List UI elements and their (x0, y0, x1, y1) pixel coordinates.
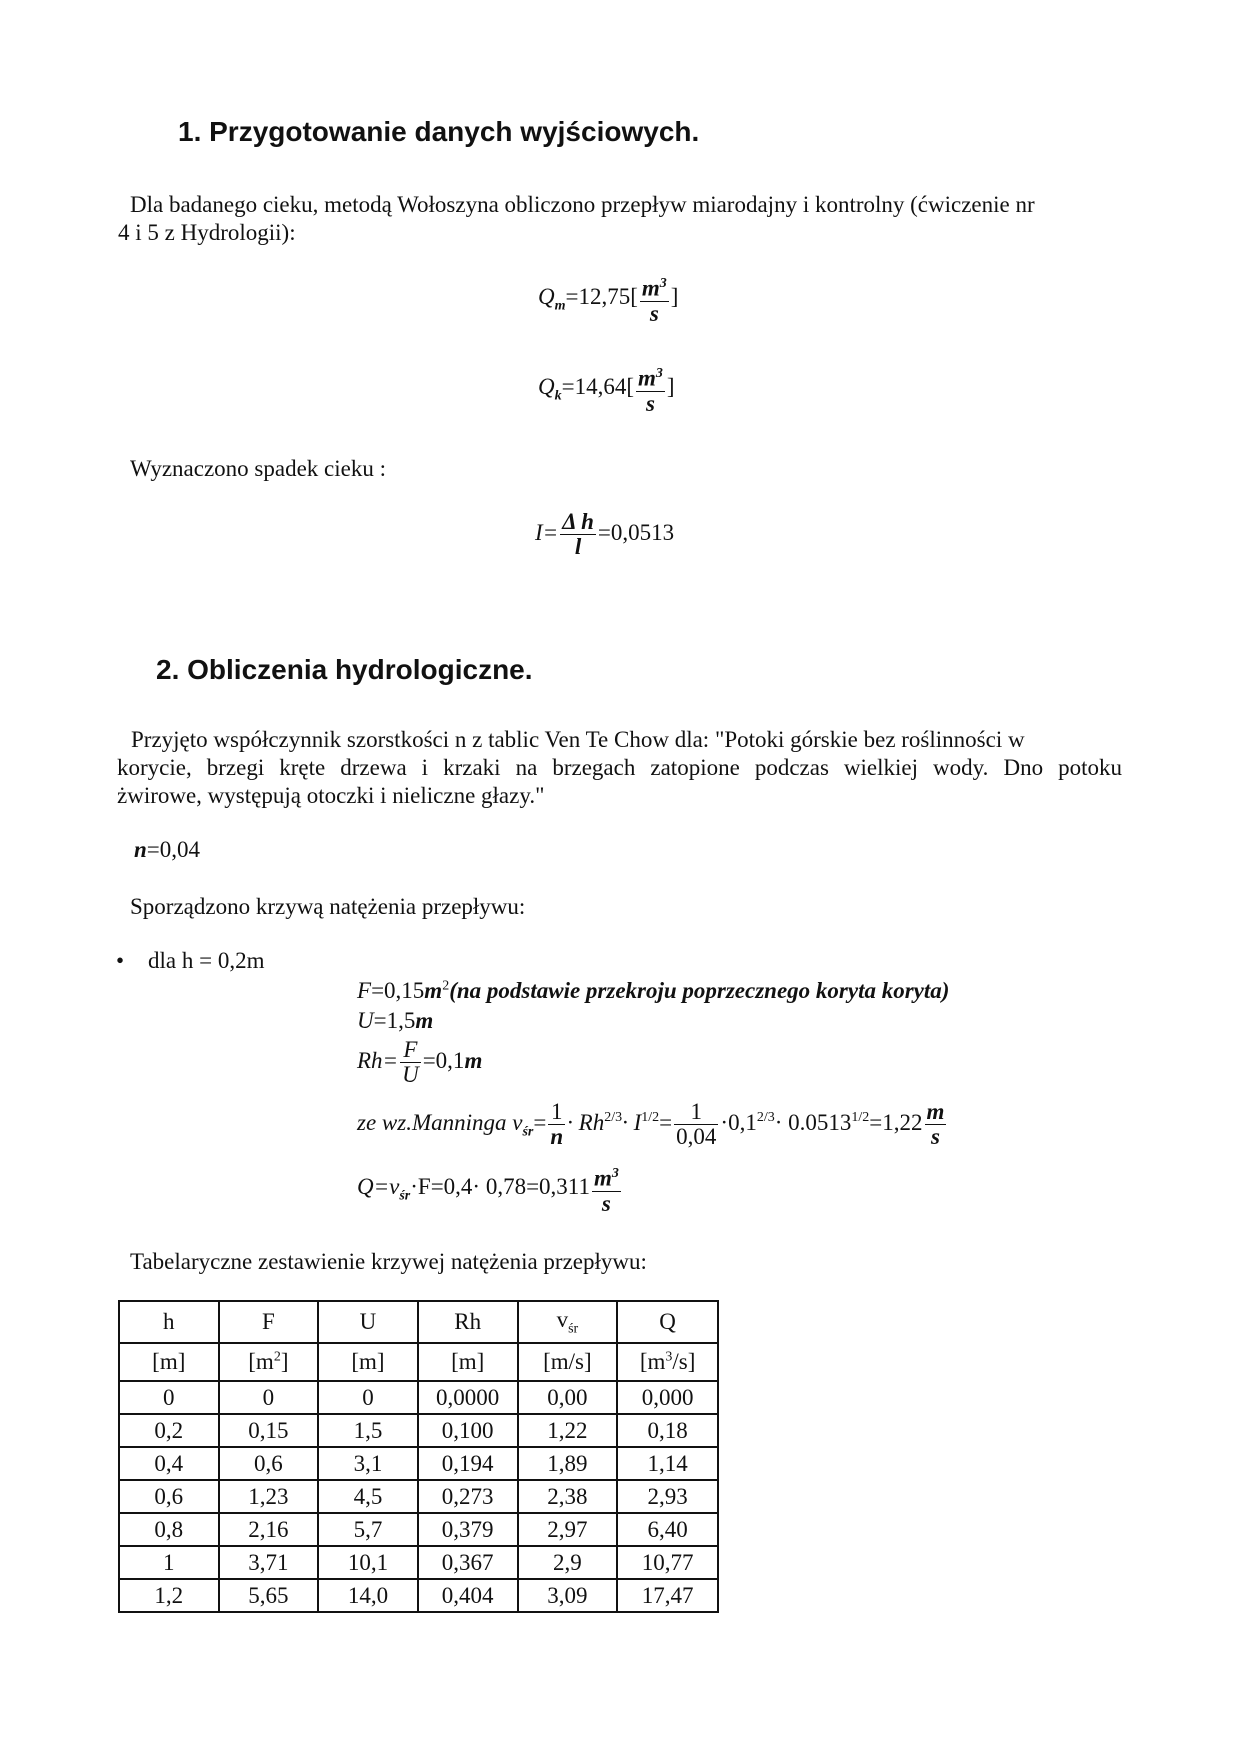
slope-lhs: I= (535, 519, 559, 545)
q-unit-fraction (592, 1162, 621, 1216)
equation-f (357, 978, 949, 1004)
q-sub: śr (399, 1188, 411, 1204)
v-mid-sup: 2/3 (756, 1110, 775, 1126)
table-cell: 0,00 (518, 1381, 618, 1414)
f-note: (na podstawie przekroju poprzecznego koryta koryta) (449, 978, 950, 1003)
qk-sub: k (554, 388, 562, 404)
table-cell: 0,2 (119, 1414, 219, 1447)
u-unit: m (415, 1008, 434, 1033)
v-sub: śr (522, 1124, 534, 1140)
v-eq: = (533, 1109, 547, 1135)
qk-symbol: Q (538, 374, 555, 400)
q-unit-den: s (601, 1190, 611, 1216)
v-eq2: = (659, 1109, 673, 1135)
header-u: U (318, 1301, 418, 1343)
rh-unit: m (464, 1047, 483, 1073)
table-cell: 0,367 (418, 1546, 518, 1579)
header-v-sub: śr (568, 1321, 579, 1337)
unit-f-close: ] (280, 1349, 289, 1374)
qk-unit-num: m (638, 365, 656, 391)
table-cell: 2,38 (518, 1480, 618, 1513)
table-row (119, 1513, 718, 1546)
v-mid: ·0,1 (720, 1109, 757, 1135)
qk-unit-den: s (645, 390, 655, 416)
unit-q-sup: 3 (665, 1349, 673, 1365)
table-cell: 17,47 (617, 1579, 718, 1612)
v-f2-num: 1 (674, 1100, 718, 1125)
table-cell: 6,40 (617, 1513, 718, 1546)
table-cell: 2,16 (219, 1513, 319, 1546)
table-cell: 0,6 (119, 1480, 219, 1513)
table-cell: 0,194 (418, 1447, 518, 1480)
flow-table (118, 1300, 719, 1613)
s2-line-3: żwirowe, występują otoczki i nieliczne głazy." (117, 783, 545, 808)
v-fraction-1 (548, 1100, 565, 1149)
header-v (518, 1301, 618, 1343)
v-unit-den: s (930, 1124, 940, 1149)
table-cell: 0,404 (418, 1579, 518, 1612)
curve-text: Sporządzono krzywą natężenia przepływu: (130, 894, 526, 919)
s2-line-1: Przyjęto współczynnik szorstkości n z tablic Ven Te Chow dla: "Potoki górskie bez roślinności w (131, 727, 1025, 752)
table-units-row (119, 1343, 718, 1381)
v-rh: · Rh (567, 1109, 605, 1135)
n-value: =0,04 (146, 837, 201, 862)
intro-line-1: Dla badanego cieku, metodą Wołoszyna obliczono przepływ miarodajny i kontrolny (ćwiczenie nr (130, 192, 1035, 217)
bullet-icon: • (116, 948, 125, 973)
slope-text: Wyznaczono spadek cieku : (130, 456, 386, 481)
rh-value: =0,1 (422, 1047, 465, 1073)
equation-q (357, 1162, 623, 1216)
table-cell: 3,71 (219, 1546, 319, 1579)
f-value: =0,15 (371, 978, 425, 1003)
unit-v: [m/s] (518, 1343, 618, 1381)
table-row (119, 1546, 718, 1579)
header-v-label: v (556, 1306, 569, 1332)
table-cell: 10,77 (617, 1546, 718, 1579)
slope-den: l (574, 534, 582, 559)
table-cell: 1,5 (318, 1414, 418, 1447)
header-q: Q (617, 1301, 718, 1343)
table-cell: 0,100 (418, 1414, 518, 1447)
slope-num: Δ h (562, 509, 594, 534)
v-mid2-sup: 1/2 (851, 1110, 870, 1126)
v-rh-sup: 2/3 (604, 1110, 623, 1126)
v-prefix: ze wz.Manninga v (357, 1109, 523, 1135)
slope-fraction (560, 510, 596, 559)
q-rest: ·F=0,4· 0,78=0,311 (410, 1174, 590, 1200)
equation-qm (538, 272, 678, 326)
unit-q-close: /s] (672, 1349, 696, 1374)
v-f2-den: 0,04 (676, 1124, 717, 1149)
equation-qk (538, 362, 675, 416)
equation-n (134, 837, 200, 863)
qm-unit-num: m (641, 275, 660, 301)
unit-rh: [m] (418, 1343, 518, 1381)
u-lhs: U (357, 1008, 374, 1033)
f-lhs: F (357, 978, 372, 1003)
v-i-sup: 1/2 (641, 1110, 660, 1126)
unit-f-label: [m (248, 1349, 274, 1374)
unit-f (219, 1343, 319, 1381)
qm-unit-fraction (640, 272, 669, 326)
equation-rh (357, 1038, 482, 1087)
equation-manning (357, 1100, 948, 1149)
unit-q-label: [m (639, 1349, 666, 1374)
table-cell: 5,7 (318, 1513, 418, 1546)
equation-slope (535, 510, 674, 559)
table-cell: 0,273 (418, 1480, 518, 1513)
table-cell: 0,4 (119, 1447, 219, 1480)
qk-value: =14,64[ (561, 374, 635, 400)
q-unit-num: m (593, 1165, 612, 1191)
v-fraction-2 (674, 1100, 718, 1149)
table-caption: Tabelaryczne zestawienie krzywej natężenia przepływu: (130, 1249, 647, 1274)
rh-den: U (402, 1062, 419, 1087)
unit-h: [m] (119, 1343, 219, 1381)
table-cell: 0 (219, 1381, 319, 1414)
section1-intro (118, 191, 1120, 247)
table-cell: 0,15 (219, 1414, 319, 1447)
v-result: =1,22 (869, 1109, 923, 1135)
bullet-text: dla h = 0,2m (148, 948, 265, 973)
v-i: · I (622, 1109, 642, 1135)
table-cell: 1,14 (617, 1447, 718, 1480)
table-cell: 0,0000 (418, 1381, 518, 1414)
qm-unit-sup: 3 (659, 276, 667, 291)
v-f1-num: 1 (548, 1100, 565, 1125)
table-row (119, 1381, 718, 1414)
header-rh: Rh (418, 1301, 518, 1343)
qm-value: =12,75[ (565, 284, 638, 310)
rh-num: F (400, 1038, 421, 1063)
v-f1-den: n (550, 1124, 564, 1149)
unit-f-sup: 2 (273, 1349, 281, 1365)
section2-title: 2. Obliczenia hydrologiczne. (156, 654, 533, 685)
table-cell: 0,8 (119, 1513, 219, 1546)
table-cell: 5,65 (219, 1579, 319, 1612)
header-h: h (119, 1301, 219, 1343)
v-unit-fraction (925, 1100, 947, 1149)
table-row (119, 1414, 718, 1447)
s2-line-2: korycie, brzegi kręte drzewa i krzaki na brzegach zatopione podczas wielkiej wody. Dno potoku (117, 755, 1122, 780)
table-cell: 0,6 (219, 1447, 319, 1480)
table-row (119, 1579, 718, 1612)
qk-bracket: ] (666, 374, 675, 400)
table-cell: 0 (318, 1381, 418, 1414)
equation-u (357, 1008, 433, 1034)
qk-unit-fraction (636, 362, 665, 416)
table-cell: 0,000 (617, 1381, 718, 1414)
table-row (119, 1447, 718, 1480)
table-cell: 1,22 (518, 1414, 618, 1447)
table-cell: 3,09 (518, 1579, 618, 1612)
q-lhs: Q=v (357, 1174, 400, 1200)
table-cell: 14,0 (318, 1579, 418, 1612)
table-cell: 4,5 (318, 1480, 418, 1513)
v-mid2: · 0.0513 (774, 1109, 852, 1135)
f-sup: 2 (442, 978, 450, 994)
qm-symbol: Q (538, 284, 555, 310)
section1-title: 1. Przygotowanie danych wyjściowych. (178, 116, 700, 147)
table-cell: 10,1 (318, 1546, 418, 1579)
table-header-row (119, 1301, 718, 1343)
v-unit-num: m (926, 1099, 945, 1124)
f-unit: m (424, 978, 443, 1003)
header-f: F (219, 1301, 319, 1343)
n-symbol: n (134, 837, 147, 862)
table-cell: 2,97 (518, 1513, 618, 1546)
unit-u: [m] (318, 1343, 418, 1381)
table-cell: 1,2 (119, 1579, 219, 1612)
table-cell: 0,18 (617, 1414, 718, 1447)
table-cell: 1,89 (518, 1447, 618, 1480)
bullet-item (116, 947, 264, 975)
table-row (119, 1480, 718, 1513)
qm-bracket: ] (670, 284, 679, 310)
table-cell: 3,1 (318, 1447, 418, 1480)
table-cell: 1 (119, 1546, 219, 1579)
table-cell: 2,9 (518, 1546, 618, 1579)
table-cell: 2,93 (617, 1480, 718, 1513)
u-value: =1,5 (373, 1008, 416, 1033)
intro-line-2: 4 i 5 z Hydrologii): (118, 220, 296, 245)
table-cell: 0,379 (418, 1513, 518, 1546)
section2-paragraph (117, 726, 1122, 810)
rh-lhs: Rh= (357, 1047, 399, 1073)
qm-unit-den: s (649, 300, 659, 326)
unit-q (617, 1343, 718, 1381)
slope-value: =0,0513 (597, 519, 675, 545)
qk-unit-sup: 3 (655, 366, 663, 381)
qm-sub: m (554, 298, 566, 314)
table-cell: 0 (119, 1381, 219, 1414)
table-cell: 1,23 (219, 1480, 319, 1513)
q-unit-sup: 3 (611, 1166, 619, 1181)
rh-fraction (400, 1038, 421, 1087)
